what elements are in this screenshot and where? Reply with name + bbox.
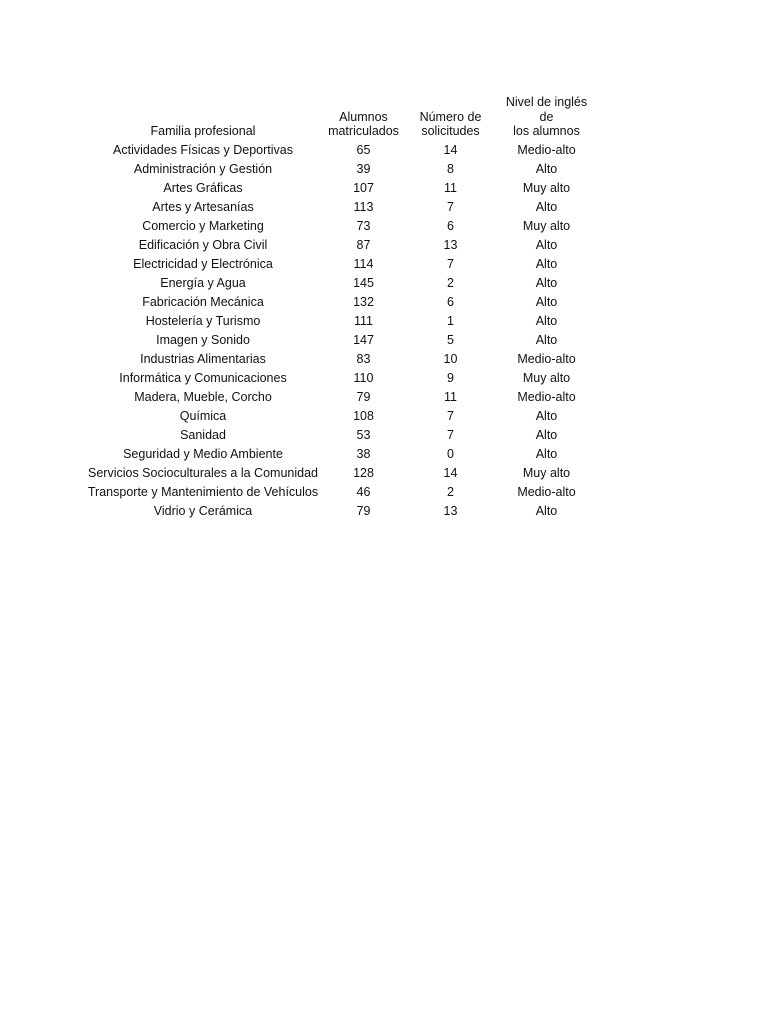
table-row (80, 464, 593, 483)
table-row (80, 217, 593, 236)
table-row (80, 274, 593, 293)
cell-family: Transporte y Mantenimiento de Vehículos (87, 484, 319, 499)
header-requests (401, 95, 500, 141)
cell-english-level: Medio-alto (517, 351, 576, 366)
cell-family: Imagen y Sonido (156, 332, 250, 347)
cell-enrolled: 79 (356, 389, 371, 404)
cell-requests: 7 (447, 199, 454, 214)
cell-family: Fabricación Mecánica (142, 294, 264, 309)
cell-enrolled: 114 (353, 256, 374, 271)
cell-enrolled: 107 (353, 180, 374, 195)
cell-english-level: Medio-alto (517, 389, 576, 404)
cell-family: Servicios Socioculturales a la Comunidad (88, 465, 318, 480)
header-enrolled (326, 95, 401, 141)
cell-english-level: Medio-alto (517, 484, 576, 499)
cell-requests: 8 (447, 161, 454, 176)
table-row (80, 255, 593, 274)
cell-english-level: Muy alto (522, 370, 571, 385)
header-english-level-line-2: los alumnos (513, 124, 580, 138)
cell-english-level: Alto (535, 427, 558, 442)
cell-family: Electricidad y Electrónica (133, 256, 273, 271)
cell-family: Hostelería y Turismo (145, 313, 261, 328)
cell-enrolled: 65 (356, 142, 371, 157)
table-row (80, 483, 593, 502)
table-row (80, 388, 593, 407)
cell-requests: 6 (447, 294, 454, 309)
table-row (80, 160, 593, 179)
cell-requests: 7 (447, 408, 454, 423)
cell-requests: 2 (447, 484, 454, 499)
cell-english-level: Alto (535, 313, 558, 328)
cell-enrolled: 79 (356, 503, 371, 518)
cell-requests: 2 (447, 275, 454, 290)
cell-family: Sanidad (180, 427, 226, 442)
cell-english-level: Alto (535, 446, 558, 461)
cell-enrolled: 108 (353, 408, 374, 423)
cell-requests: 7 (447, 427, 454, 442)
cell-family: Administración y Gestión (133, 161, 273, 176)
cell-english-level: Alto (535, 294, 558, 309)
table-header (80, 95, 593, 141)
table-row (80, 198, 593, 217)
cell-english-level: Muy alto (522, 180, 571, 195)
table-body (80, 141, 593, 521)
cell-family: Artes y Artesanías (152, 199, 254, 214)
cell-family: Artes Gráficas (163, 180, 243, 195)
cell-enrolled: 39 (356, 161, 371, 176)
cell-requests: 0 (447, 446, 454, 461)
header-english-level-line-1: Nivel de inglés de (505, 95, 588, 124)
cell-family: Madera, Mueble, Corcho (134, 389, 272, 404)
cell-enrolled: 46 (356, 484, 371, 499)
header-row (80, 95, 593, 141)
cell-requests: 5 (447, 332, 454, 347)
header-requests-line-1: Número de (419, 109, 482, 124)
cell-enrolled: 113 (353, 199, 374, 214)
table-row (80, 426, 593, 445)
cell-english-level: Alto (535, 256, 558, 271)
cell-english-level: Muy alto (522, 465, 571, 480)
header-english-level (500, 95, 593, 141)
cell-requests: 11 (444, 180, 457, 195)
cell-english-level: Alto (535, 161, 558, 176)
cell-family: Seguridad y Medio Ambiente (123, 446, 283, 461)
cell-requests: 11 (444, 389, 457, 404)
cell-family: Química (179, 408, 227, 423)
table-row (80, 502, 593, 521)
header-enrolled-line-2: matriculados (328, 124, 399, 138)
table-row (80, 179, 593, 198)
table-row (80, 236, 593, 255)
cell-family: Energía y Agua (160, 275, 246, 290)
cell-enrolled: 53 (356, 427, 371, 442)
cell-enrolled: 87 (356, 237, 371, 252)
cell-requests: 14 (443, 465, 458, 480)
cell-requests: 9 (447, 370, 454, 385)
professional-families-table (80, 95, 593, 521)
cell-family: Edificación y Obra Civil (138, 237, 268, 252)
table-row (80, 293, 593, 312)
cell-family: Industrias Alimentarias (140, 351, 266, 366)
cell-english-level: Medio-alto (517, 142, 576, 157)
cell-enrolled: 111 (353, 313, 373, 328)
table-row (80, 350, 593, 369)
header-family (80, 95, 326, 141)
cell-english-level: Alto (535, 275, 558, 290)
cell-english-level: Alto (535, 408, 558, 423)
cell-family: Vidrio y Cerámica (153, 503, 253, 518)
table-row (80, 407, 593, 426)
cell-english-level: Alto (535, 503, 558, 518)
cell-enrolled: 38 (356, 446, 371, 461)
cell-enrolled: 132 (353, 294, 374, 309)
cell-enrolled: 110 (353, 370, 374, 385)
cell-enrolled: 128 (353, 465, 374, 480)
cell-enrolled: 83 (356, 351, 371, 366)
cell-requests: 13 (443, 503, 458, 518)
cell-requests: 13 (443, 237, 458, 252)
cell-requests: 7 (447, 256, 454, 271)
header-family-label: Familia profesional (150, 124, 256, 138)
cell-english-level: Alto (535, 199, 558, 214)
cell-family: Actividades Físicas y Deportivas (113, 142, 293, 157)
table-row (80, 312, 593, 331)
cell-english-level: Muy alto (522, 218, 571, 233)
table-row (80, 369, 593, 388)
header-enrolled-line-1: Alumnos (339, 109, 388, 124)
cell-requests: 1 (447, 313, 454, 328)
cell-requests: 6 (447, 218, 454, 233)
table-row (80, 445, 593, 464)
header-requests-line-2: solicitudes (421, 124, 480, 138)
cell-enrolled: 145 (353, 275, 374, 290)
cell-requests: 10 (443, 351, 458, 366)
table-row (80, 331, 593, 350)
cell-english-level: Alto (535, 237, 558, 252)
cell-requests: 14 (443, 142, 458, 157)
cell-english-level: Alto (535, 332, 558, 347)
cell-enrolled: 73 (356, 218, 371, 233)
cell-family: Informática y Comunicaciones (119, 370, 287, 385)
cell-family: Comercio y Marketing (142, 218, 264, 233)
table-row (80, 141, 593, 160)
cell-enrolled: 147 (353, 332, 374, 347)
